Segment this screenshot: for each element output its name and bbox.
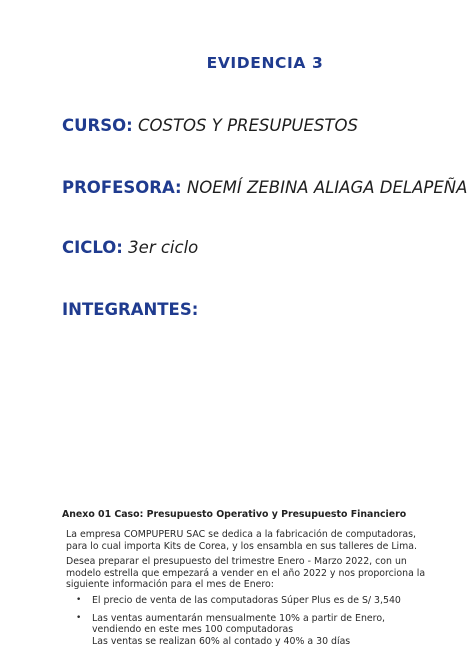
cycle-field bbox=[62, 238, 198, 257]
company-paragraph-line: para lo cual importa Kits de Corea, y los ensambla en sus talleres de Lima. bbox=[66, 540, 418, 552]
bullet-item-price bbox=[76, 595, 442, 607]
cycle-value: 3er ciclo bbox=[128, 238, 199, 257]
annex-section bbox=[62, 509, 442, 653]
members-label: INTEGRANTES: bbox=[62, 300, 199, 319]
bullet-text: El precio de venta de las computadoras Súper Plus es de S/ 3,540 bbox=[92, 594, 401, 606]
budget-paragraph-line: siguiente información para el mes de Enero: bbox=[66, 579, 274, 591]
course-value: COSTOS Y PRESUPUESTOS bbox=[137, 116, 358, 135]
info-bullet-list bbox=[62, 595, 442, 647]
bullet-item-sales-growth bbox=[76, 613, 442, 636]
bullet-text-line: vendiendo en este mes 100 computadoras bbox=[92, 624, 294, 636]
budget-paragraph-line: modelo estrella que empezará a vender en el año 2022 y nos proporciona la bbox=[66, 567, 426, 579]
list-item-payment-terms bbox=[76, 636, 442, 648]
course-field bbox=[62, 116, 358, 135]
course-label: CURSO: bbox=[62, 116, 133, 135]
cycle-label: CICLO: bbox=[62, 238, 123, 257]
professor-label: PROFESORA: bbox=[62, 178, 182, 197]
professor-field bbox=[62, 178, 467, 197]
bullet-icon: • bbox=[76, 612, 82, 623]
bullet-icon: • bbox=[76, 594, 82, 605]
list-item-text: Las ventas se realizan 60% al contado y 40% a 30 días bbox=[92, 635, 351, 647]
document-title: EVIDENCIA 3 bbox=[206, 54, 324, 72]
budget-paragraph bbox=[66, 556, 442, 591]
company-paragraph-line: La empresa COMPUPERU SAC se dedica a la fabricación de computadoras, bbox=[66, 529, 416, 540]
annex-title: Anexo 01 Caso: Presupuesto Operativo y Presupuesto Financiero bbox=[62, 509, 407, 520]
budget-paragraph-line: Desea preparar el presupuesto del trimestre Enero - Marzo 2022, con un bbox=[66, 556, 407, 568]
professor-value: NOEMÍ ZEBINA ALIAGA DELAPEÑA bbox=[186, 178, 468, 197]
members-field bbox=[62, 300, 198, 319]
company-paragraph bbox=[66, 529, 442, 552]
bullet-text-line: Las ventas aumentarán mensualmente 10% a partir de Enero, bbox=[92, 612, 386, 624]
